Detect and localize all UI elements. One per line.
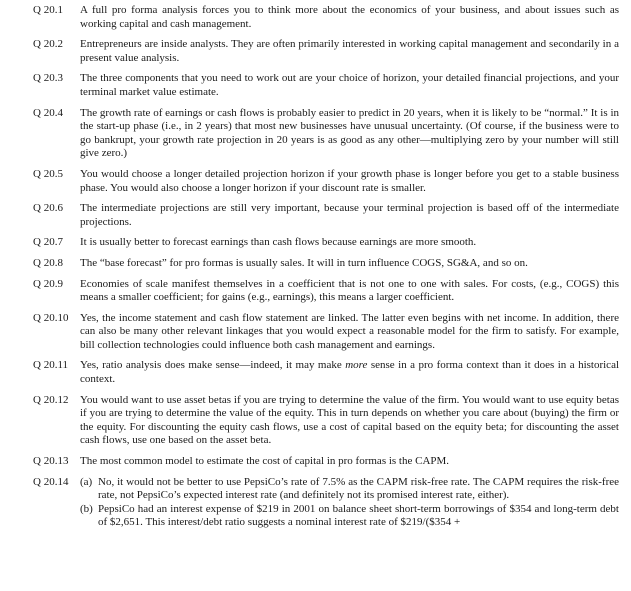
question-number: Q 20.14: [33, 475, 69, 488]
question-number: Q 20.2: [33, 38, 63, 51]
question-number: Q 20.1: [33, 4, 63, 16]
answer-text: Entrepreneurs are inside analysts. They are often primarily interested in working capital management and secondarily in a present value analysis.: [80, 38, 619, 64]
answer-subparts: [80, 476, 619, 530]
answer-text: The intermediate projections are still very important, because your terminal projection is based off of the intermediate projections.: [80, 202, 619, 228]
question-number: Q 20.5: [33, 167, 63, 180]
answer-subpart: [80, 476, 619, 503]
answer-text: The three components that you need to work out are your choice of horizon, your detailed financial projections, and your terminal market value estimate.: [80, 72, 619, 98]
answer-item: [0, 202, 631, 229]
answer-item: [0, 394, 631, 448]
question-number: Q 20.8: [33, 256, 63, 269]
answer-text: You would want to use asset betas if you are trying to determine the value of the firm. You would want to use equity betas if you are trying to determine the value of the equity. This in turn depends on whether you care about (buying) the firm or the equity. For discounting the equity cash flows, use a cost of capital based on the equity beta; for discounting the asset cash flows, use one based on the asset beta.: [80, 393, 619, 447]
answer-item: [0, 107, 631, 161]
question-number: Q 20.7: [33, 236, 63, 249]
answer-text: Economies of scale manifest themselves in a coefficient that is not one to one with sales. For costs, (e.g., COGS) this means a smaller coefficient; for gains (e.g., earnings), this means a larger coefficient.: [80, 277, 619, 304]
answer-item: [0, 38, 631, 65]
emphasis-text: more: [345, 359, 368, 372]
answer-text: It is usually better to forecast earnings than cash flows because earnings are more smooth.: [80, 236, 477, 249]
answer-item: [0, 359, 631, 386]
answer-text-part: sense in a pro forma context than it does in a historical context.: [80, 359, 620, 386]
question-number: Q 20.13: [33, 455, 69, 468]
answer-item: [0, 278, 631, 305]
subpart-text: No, it would not be better to use PepsiCo’s rate of 7.5% as the CAPM risk-free rate. The CAPM requires the risk-free rate, not PepsiCo’s expected interest rate (and definitely not its promised interest rate, either).: [98, 475, 619, 502]
question-number: Q 20.9: [33, 277, 63, 290]
answer-item: [0, 72, 631, 99]
question-number: Q 20.11: [33, 359, 69, 372]
subpart-label: (a): [80, 475, 93, 488]
answer-item: [0, 236, 631, 250]
subpart-label: (b): [80, 502, 93, 515]
question-number: Q 20.4: [33, 106, 63, 119]
question-number: Q 20.10: [33, 311, 69, 324]
answer-list: [0, 4, 631, 537]
answer-text: A full pro forma analysis forces you to think more about the economics of your business, and about issues such as working capital and cash management.: [80, 4, 619, 30]
answer-text: Yes, the income statement and cash flow statement are linked. The latter even begins with net income. In addition, there can also be many other relevant linkages that you would expect a reasonable model for the firm to satisfy. For example, bill collection technologies could influence both cash management and earnings.: [80, 311, 619, 351]
answer-text: The most common model to estimate the cost of capital in pro formas is the CAPM.: [80, 455, 450, 468]
answer-item: [0, 312, 631, 353]
question-number: Q 20.3: [33, 72, 63, 85]
answer-text: You would choose a longer detailed projection horizon if your growth phase is longer before you get to a stable business phase. You would also choose a longer horizon if your discount rate is smaller.: [80, 167, 619, 194]
question-number: Q 20.6: [33, 202, 63, 215]
answer-subpart: [80, 503, 619, 530]
answer-text: The growth rate of earnings or cash flows is probably easier to predict in 20 years, when it is likely to be “normal.” It is in the start-up phase (i.e., in 2 years) that most new businesses have unusual uncertainty. (Of course, if the business were to go bankrupt, your growth rate projection in 20 years is as good as any other—multiplying zero by your number will still give zero.): [80, 106, 619, 160]
question-number: Q 20.12: [33, 393, 69, 406]
answer-item: [0, 168, 631, 195]
answer-text-part: Yes, ratio analysis does make sense—indeed, it may make: [80, 359, 346, 372]
answer-item: [0, 476, 631, 530]
answer-item: [0, 257, 631, 271]
answer-text: The “base forecast” for pro formas is usually sales. It will in turn influence COGS, SG&A, and so on.: [80, 256, 528, 269]
answer-item: [0, 455, 631, 469]
answer-text: [80, 359, 619, 386]
subpart-text: PepsiCo had an interest expense of $219 in 2001 on balance sheet short-term borrowings of $354 and long-term debt of $2,651. This interest/debt ratio suggests a nominal interest rate of $219/($354 +: [98, 502, 619, 529]
answer-item: [0, 4, 631, 31]
